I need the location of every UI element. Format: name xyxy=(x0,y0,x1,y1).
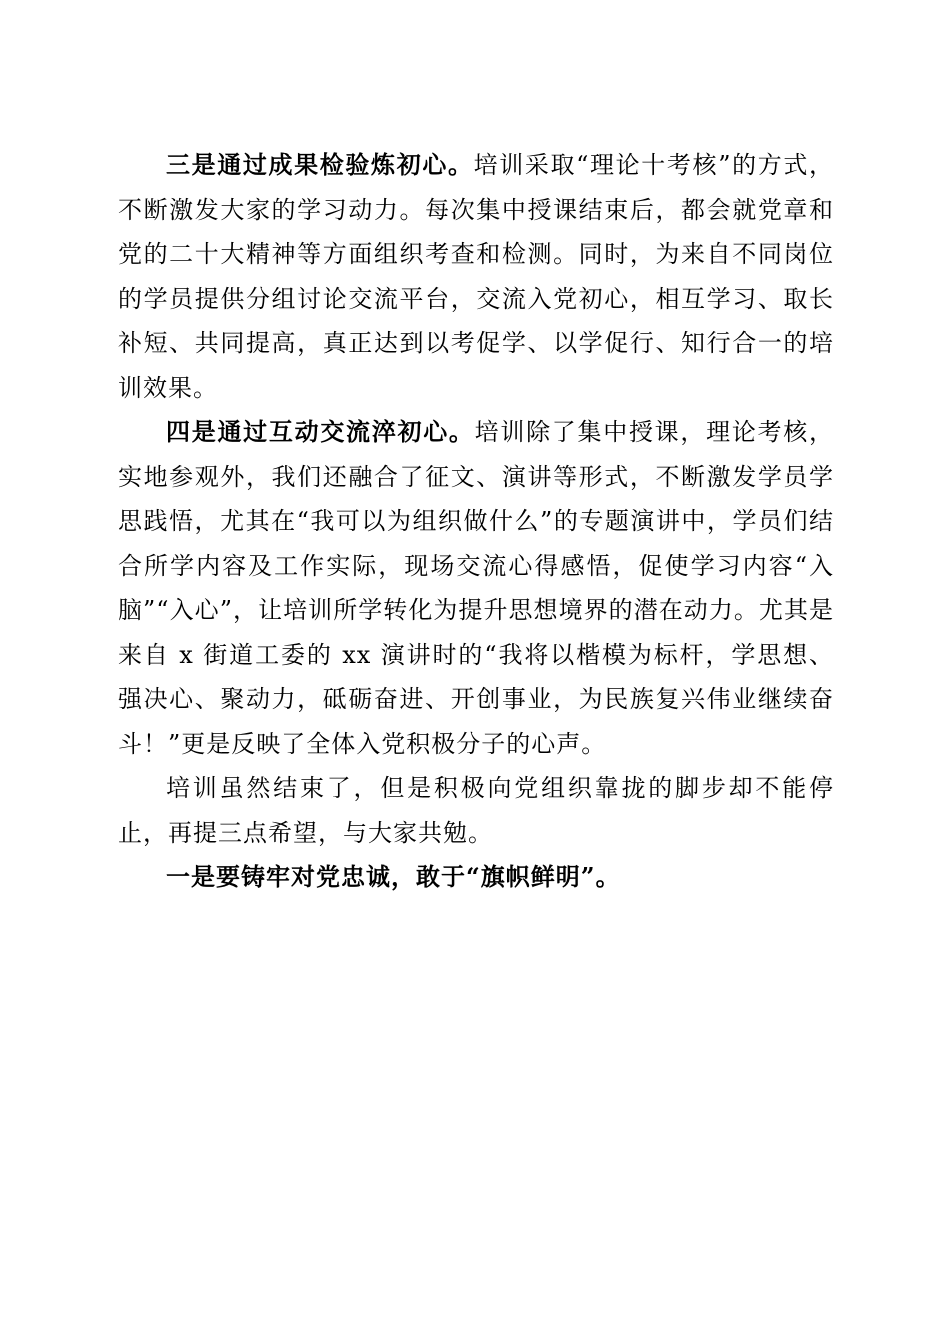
paragraph-body: 培训虽然结束了，但是积极向党组织靠拢的脚步却不能停止，再提三点希望，与大家共勉。 xyxy=(118,774,834,847)
paragraph-lead: 四是通过互动交流淬初心。 xyxy=(166,417,475,446)
paragraph-closing xyxy=(118,766,834,855)
paragraph-lead: 三是通过成果检验炼初心。 xyxy=(166,150,474,179)
paragraph-lead: 一是要铸牢对党忠诚，敢于“旗帜鲜明”。 xyxy=(166,862,621,891)
paragraph-body: 培训采取“理论十考核”的方式，不断激发大家的学习动力。每次集中授课结束后，都会就党章和党的二十大精神等方面组织考查和检测。同时，为来自不同岗位的学员提供分组讨论交流平台，交流入党初心，相互学习、取长补短、共同提高，真正达到以考促学、以学促行、知行合一的培训效果。 xyxy=(118,151,834,402)
document-page xyxy=(118,143,834,900)
paragraph-four-interaction xyxy=(118,410,834,766)
paragraph-heading-one xyxy=(118,855,834,900)
paragraph-three-results xyxy=(118,143,834,410)
paragraph-body: 培训除了集中授课，理论考核，实地参观外，我们还融合了征文、演讲等形式，不断激发学员学思践悟，尤其在“我可以为组织做什么”的专题演讲中，学员们结合所学内容及工作实际，现场交流心得感悟，促使学习内容“入脑”“入心”，让培训所学转化为提升思想境界的潜在动力。尤其是来自 x 街道工委的 xx 演讲时的“我将以楷模为标杆，学思想、强决心、聚动力，砥砺奋进、开创事业，为民族复兴伟业继续奋斗！”更是反映了全体入党积极分子的心声。 xyxy=(118,418,834,758)
